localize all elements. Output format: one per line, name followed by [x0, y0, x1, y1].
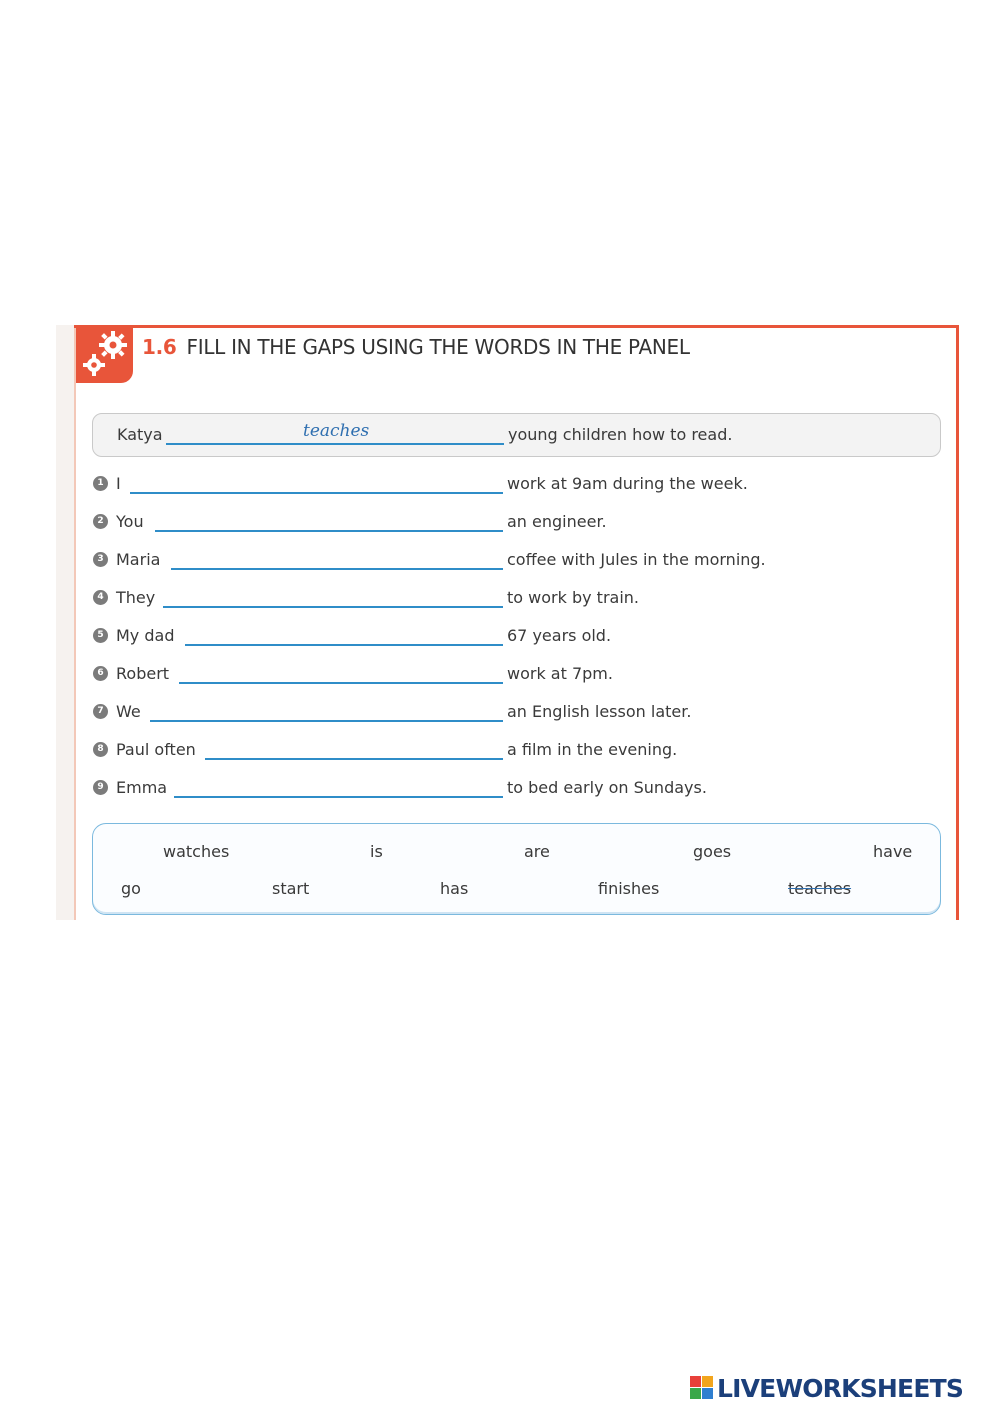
- item-rest: work at 7pm.: [507, 664, 613, 683]
- panel-word-are: are: [524, 842, 550, 861]
- item-line-8: [116, 740, 916, 762]
- item-marker-4: 4: [93, 590, 108, 605]
- item-line-3: [116, 550, 916, 572]
- item-subject: They: [116, 588, 156, 607]
- item-marker-8: 8: [93, 742, 108, 757]
- answer-gap-4[interactable]: [163, 606, 503, 608]
- panel-word-go: go: [121, 879, 141, 898]
- item-subject: Emma: [116, 778, 168, 797]
- card-top-rule: [74, 325, 959, 328]
- panel-word-is: is: [370, 842, 383, 861]
- item-marker-7: 7: [93, 704, 108, 719]
- panel-word-goes: goes: [693, 842, 732, 861]
- item-subject: I: [116, 474, 121, 493]
- item-subject: Paul often: [116, 740, 196, 759]
- item-rest: an English lesson later.: [507, 702, 692, 721]
- item-marker-5: 5: [93, 628, 108, 643]
- panel-word-watches: watches: [163, 842, 230, 861]
- answer-gap-3[interactable]: [171, 568, 503, 570]
- item-marker-2: 2: [93, 514, 108, 529]
- item-marker-3: 3: [93, 552, 108, 567]
- item-subject: Maria: [116, 550, 161, 569]
- item-subject: My dad: [116, 626, 175, 645]
- item-line-2: [116, 512, 916, 534]
- item-rest: to work by train.: [507, 588, 639, 607]
- panel-word-finishes: finishes: [598, 879, 660, 898]
- exercise-title: [142, 335, 690, 359]
- item-marker-6: 6: [93, 666, 108, 681]
- answer-gap-2[interactable]: [155, 530, 503, 532]
- item-line-5: [116, 626, 916, 648]
- item-line-9: [116, 778, 916, 800]
- example-rest: young children how to read.: [508, 425, 733, 444]
- item-rest: a film in the evening.: [507, 740, 678, 759]
- answer-gap-5[interactable]: [185, 644, 503, 646]
- answer-gap-9[interactable]: [174, 796, 503, 798]
- example-line: [117, 421, 917, 447]
- example-subject: Katya: [117, 425, 163, 444]
- answer-gap-8[interactable]: [205, 758, 503, 760]
- brand-name: LIVEWORKSHEETS: [717, 1373, 964, 1403]
- item-subject: Robert: [116, 664, 170, 683]
- exercise-number: 1.6: [142, 335, 177, 359]
- answer-gap-6[interactable]: [179, 682, 503, 684]
- item-line-6: [116, 664, 916, 686]
- answer-gap-7[interactable]: [150, 720, 503, 722]
- example-answer: teaches: [303, 421, 370, 441]
- item-rest: coffee with Jules in the morning.: [507, 550, 766, 569]
- exercise-heading: FILL IN THE GAPS USING THE WORDS IN THE PANEL: [186, 335, 690, 359]
- item-rest: to bed early on Sundays.: [507, 778, 707, 797]
- gears-badge: [76, 325, 133, 383]
- card-left-rule: [74, 325, 76, 920]
- item-rest: 67 years old.: [507, 626, 612, 645]
- panel-word-has: has: [440, 879, 469, 898]
- word-panel: [92, 823, 941, 915]
- card-left-shade: [56, 325, 74, 920]
- item-rest: work at 9am during the week.: [507, 474, 748, 493]
- item-subject: You: [116, 512, 144, 531]
- item-marker-9: 9: [93, 780, 108, 795]
- gears-icon: [76, 325, 133, 383]
- example-gap-line: [166, 443, 504, 445]
- card-right-rule: [956, 325, 959, 920]
- item-rest: an engineer.: [507, 512, 607, 531]
- item-line-4: [116, 588, 916, 610]
- item-line-7: [116, 702, 916, 724]
- item-subject: We: [116, 702, 141, 721]
- liveworksheets-logo: [690, 1372, 963, 1404]
- panel-word-teaches-struck: teaches: [788, 879, 852, 898]
- item-line-1: [116, 474, 916, 496]
- panel-word-start: start: [272, 879, 310, 898]
- exercise-card: [56, 325, 959, 920]
- item-marker-1: 1: [93, 476, 108, 491]
- answer-gap-1[interactable]: [130, 492, 503, 494]
- liveworksheets-icon: [690, 1376, 714, 1400]
- panel-word-have: have: [873, 842, 913, 861]
